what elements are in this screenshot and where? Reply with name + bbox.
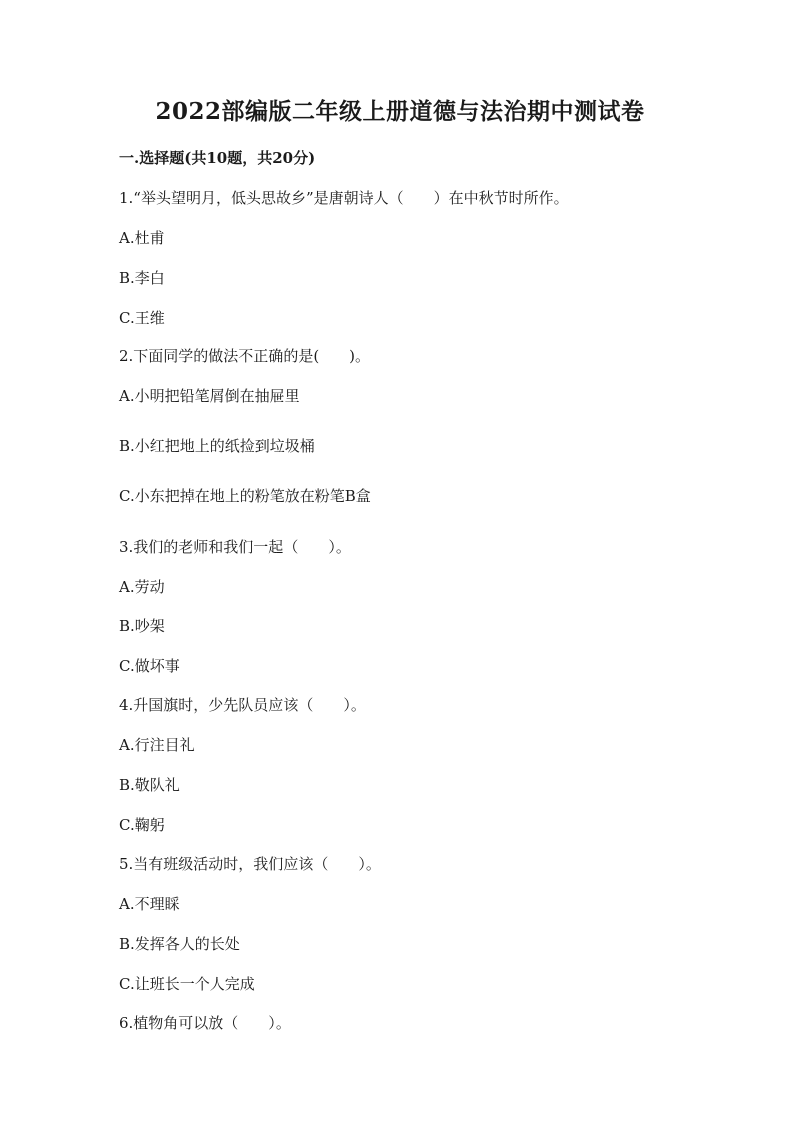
question-4-option-c: C.鞠躬 (119, 816, 165, 834)
document-title: 2022部编版二年级上册道德与法治期中测试卷 (155, 98, 645, 125)
question-3-option-c: C.做坏事 (119, 657, 180, 675)
question-1-option-a: A.杜甫 (119, 229, 165, 247)
question-1-option-c: C.王维 (119, 309, 165, 327)
question-2-stem: 2.下面同学的做法不正确的是( )。 (119, 347, 371, 365)
question-1-option-b: B.李白 (119, 269, 165, 287)
question-5-stem: 5.当有班级活动时，我们应该（ ）。 (119, 855, 381, 873)
question-4-option-a: A.行注目礼 (119, 736, 195, 754)
question-3-option-a: A.劳动 (119, 578, 165, 596)
question-4-stem: 4.升国旗时，少先队员应该（ ）。 (119, 696, 366, 714)
section-heading: 一.选择题(共10题，共20分) (119, 149, 316, 167)
question-2-option-a: A.小明把铅笔屑倒在抽屉里 (119, 387, 300, 405)
question-5-option-a: A.不理睬 (119, 895, 180, 913)
question-6-stem: 6.植物角可以放（ ）。 (119, 1014, 291, 1032)
question-2-option-b: B.小红把地上的纸捡到垃圾桶 (119, 437, 315, 455)
question-3-stem: 3.我们的老师和我们一起（ ）。 (119, 538, 351, 556)
question-5-option-b: B.发挥各人的长处 (119, 935, 240, 953)
question-1-stem: 1.“举头望明月，低头思故乡”是唐朝诗人（ ）在中秋节时所作。 (119, 189, 569, 207)
question-3-option-b: B.吵架 (119, 617, 165, 635)
question-2-option-c: C.小东把掉在地上的粉笔放在粉笔B盒 (119, 487, 371, 505)
question-5-option-c: C.让班长一个人完成 (119, 975, 255, 993)
question-4-option-b: B.敬队礼 (119, 776, 180, 794)
